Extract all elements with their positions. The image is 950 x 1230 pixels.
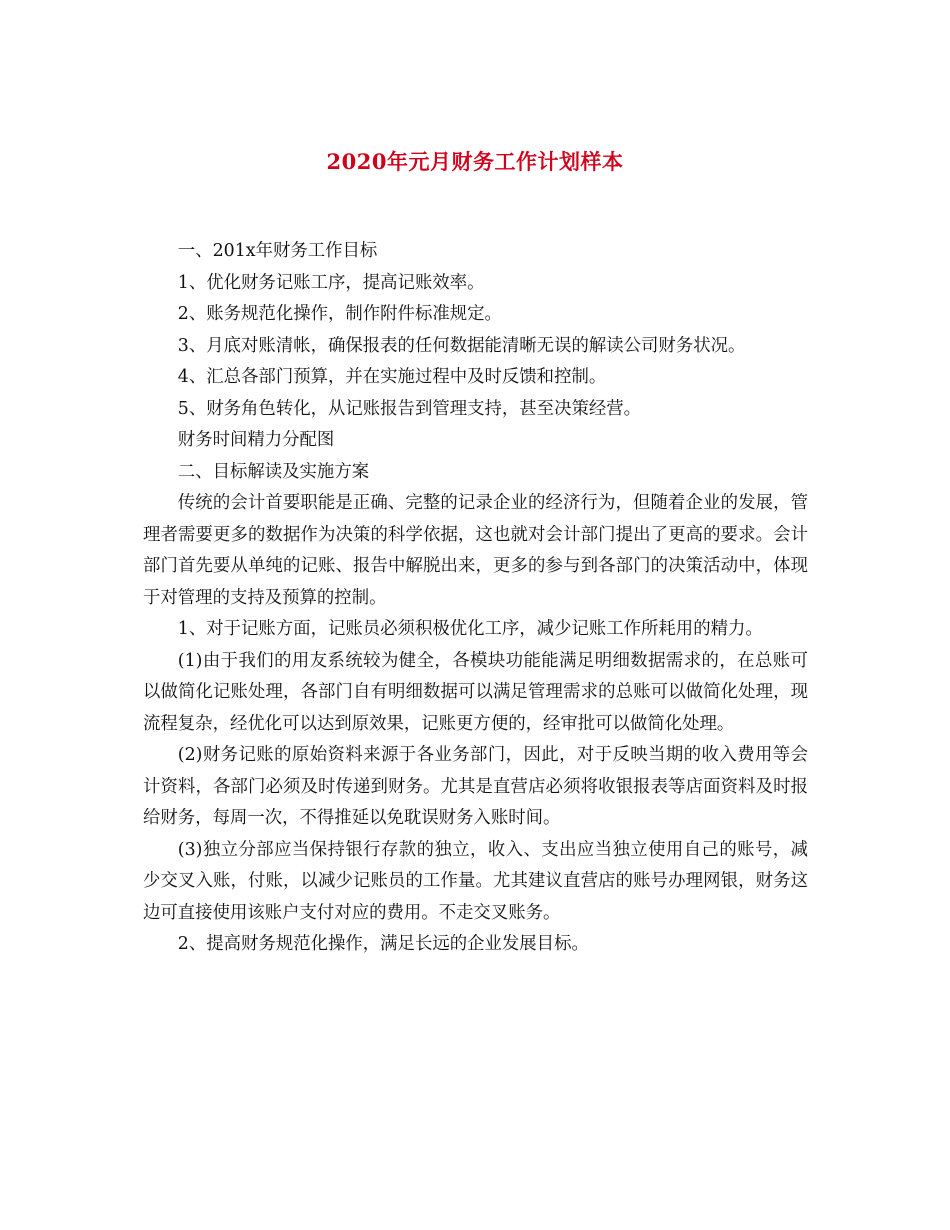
document-body — [143, 236, 808, 961]
paragraph-time-allocation: 财务时间精力分配图 — [177, 430, 335, 450]
paragraph-goal-4: 4、汇总各部门预算，并在实施过程中及时反馈和控制。 — [177, 367, 607, 387]
paragraph-goal-heading: 一、201x年财务工作目标 — [177, 241, 378, 261]
paragraph-plan-heading: 二、目标解读及实施方案 — [177, 461, 370, 482]
paragraph-subitem-3: (3)独立分部应当保持银行存款的独立，收入、支出应当独立使用自己的账号，减少交叉入账，付账，以减少记账员的工作量。尤其建议直营店的账号办理网银，财务这边可直接使用该账户支付对应的费用。不走交叉账务。 — [143, 839, 808, 923]
paragraph-goal-2: 2、账务规范化操作，制作附件标准规定。 — [177, 304, 502, 324]
document-title: 2020年元月财务工作计划样本 — [326, 149, 624, 174]
paragraph-item-2: 2、提高财务规范化操作，满足长远的企业发展目标。 — [177, 934, 589, 954]
paragraph-goal-5: 5、财务角色转化，从记账报告到管理支持，甚至决策经营。 — [177, 398, 642, 419]
paragraph-goal-1: 1、优化财务记账工序，提高记账效率。 — [177, 272, 485, 293]
paragraph-subitem-1: (1)由于我们的用友系统较为健全，各模块功能能满足明细数据需求的，在总账可以做简化记账处理，各部门自有明细数据可以满足管理需求的总账可以做简化处理，现流程复杂，经优化可以达到原效果，记账更方便的，经审批可以做简化处理。 — [143, 650, 808, 734]
paragraph-item-1: 1、对于记账方面，记账员必须积极优化工序，减少记账工作所耗用的精力。 — [177, 619, 763, 639]
paragraph-goal-3: 3、月底对账清帐，确保报表的任何数据能清晰无误的解读公司财务状况。 — [177, 335, 746, 356]
paragraph-subitem-2: (2)财务记账的原始资料来源于各业务部门，因此，对于反映当期的收入费用等会计资料，各部门必须及时传递到财务。尤其是直营店必须将收银报表等店面资料及时报给财务，每周一次，不得推延以免耽误财务入账时间。 — [143, 745, 808, 828]
paragraph-intro: 传统的会计首要职能是正确、完整的记录企业的经济行为，但随着企业的发展，管理者需要更多的数据作为决策的科学依据，这也就对会计部门提出了更高的要求。会计部门首先要从单纯的记账、报告中解脱出来，更多的参与到各部门的决策活动中，体现于对管理的支持及预算的控制。 — [143, 493, 808, 608]
